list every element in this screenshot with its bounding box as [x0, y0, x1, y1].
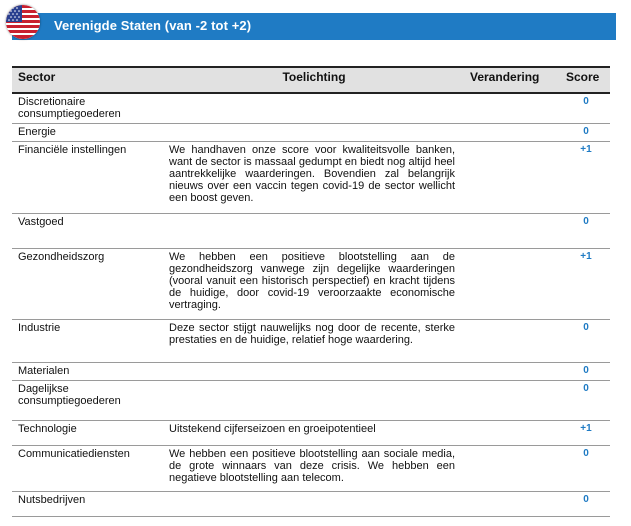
- row-sector: Gezondheidszorg: [18, 251, 105, 263]
- row-score: 0: [583, 383, 589, 394]
- table-row: [12, 363, 610, 381]
- table-row: [12, 320, 610, 363]
- row-score: +1: [580, 423, 592, 434]
- row-score: 0: [583, 126, 589, 137]
- table-row: [12, 249, 610, 320]
- row-sector: Financiële instellingen: [18, 144, 127, 156]
- header-toelichting: Toelichting: [282, 70, 346, 84]
- table-row: [12, 124, 610, 142]
- row-score: 0: [583, 494, 589, 505]
- row-toelichting: We handhaven onze score voor kwaliteitsvolle banken, want de sector is massaal gedumpt en biedt nog altijd heel aantrekkelijke waarderingen. Bovendien zal belangrijk nieuws over een vaccin tegen covid-19 de sector wellicht een boost geven.: [169, 144, 455, 204]
- row-score: +1: [580, 144, 592, 155]
- header-verandering: Verandering: [470, 70, 540, 84]
- table-row: [12, 446, 610, 492]
- row-toelichting: We hebben een positieve blootstelling aan de gezondheidszorg vanwege zijn degelijke waarderingen (vooral vanuit een historisch perspectief) en kracht tijdens de huidige, door covid-19 veroorzaakte economische vertraging.: [169, 251, 455, 311]
- table-row: [12, 142, 610, 214]
- table-row: [12, 94, 610, 124]
- row-toelichting: We hebben een positieve blootstelling aan sociale media, de grote winnaars van deze crisis. We hebben een negatieve blootstelling aan telecom.: [169, 448, 455, 484]
- table-header: [12, 66, 610, 94]
- row-sector: Energie: [18, 126, 56, 138]
- row-toelichting: Uitstekend cijferseizoen en groeipotentieel: [169, 423, 376, 435]
- header-score: Score: [566, 70, 600, 84]
- row-score: 0: [583, 448, 589, 459]
- row-sector: Materialen: [18, 365, 70, 377]
- row-toelichting: Deze sector stijgt nauwelijks nog door de recente, sterke prestaties en de huidige, relatief hoge waardering.: [169, 322, 455, 346]
- row-sector: Vastgoed: [18, 216, 64, 228]
- row-sector: Dagelijkse consumptiegoederen: [18, 383, 121, 407]
- us-flag-icon: [6, 5, 40, 39]
- sector-table: [12, 66, 610, 517]
- banner-title: Verenigde Staten (van -2 tot +2): [54, 18, 252, 33]
- table-row: [12, 421, 610, 446]
- row-score: 0: [583, 96, 589, 107]
- row-sector: Discretionaire consumptiegoederen: [18, 96, 121, 120]
- table-row: [12, 214, 610, 249]
- row-sector: Communicatiediensten: [18, 448, 130, 460]
- table-row: [12, 492, 610, 517]
- row-score: +1: [580, 251, 592, 262]
- row-sector: Nutsbedrijven: [18, 494, 86, 506]
- row-score: 0: [583, 216, 589, 227]
- row-sector: Industrie: [18, 322, 61, 334]
- row-score: 0: [583, 322, 589, 333]
- row-score: 0: [583, 365, 589, 376]
- title-banner: [12, 13, 616, 40]
- header-sector: Sector: [18, 70, 56, 84]
- row-sector: Technologie: [18, 423, 77, 435]
- table-row: [12, 381, 610, 421]
